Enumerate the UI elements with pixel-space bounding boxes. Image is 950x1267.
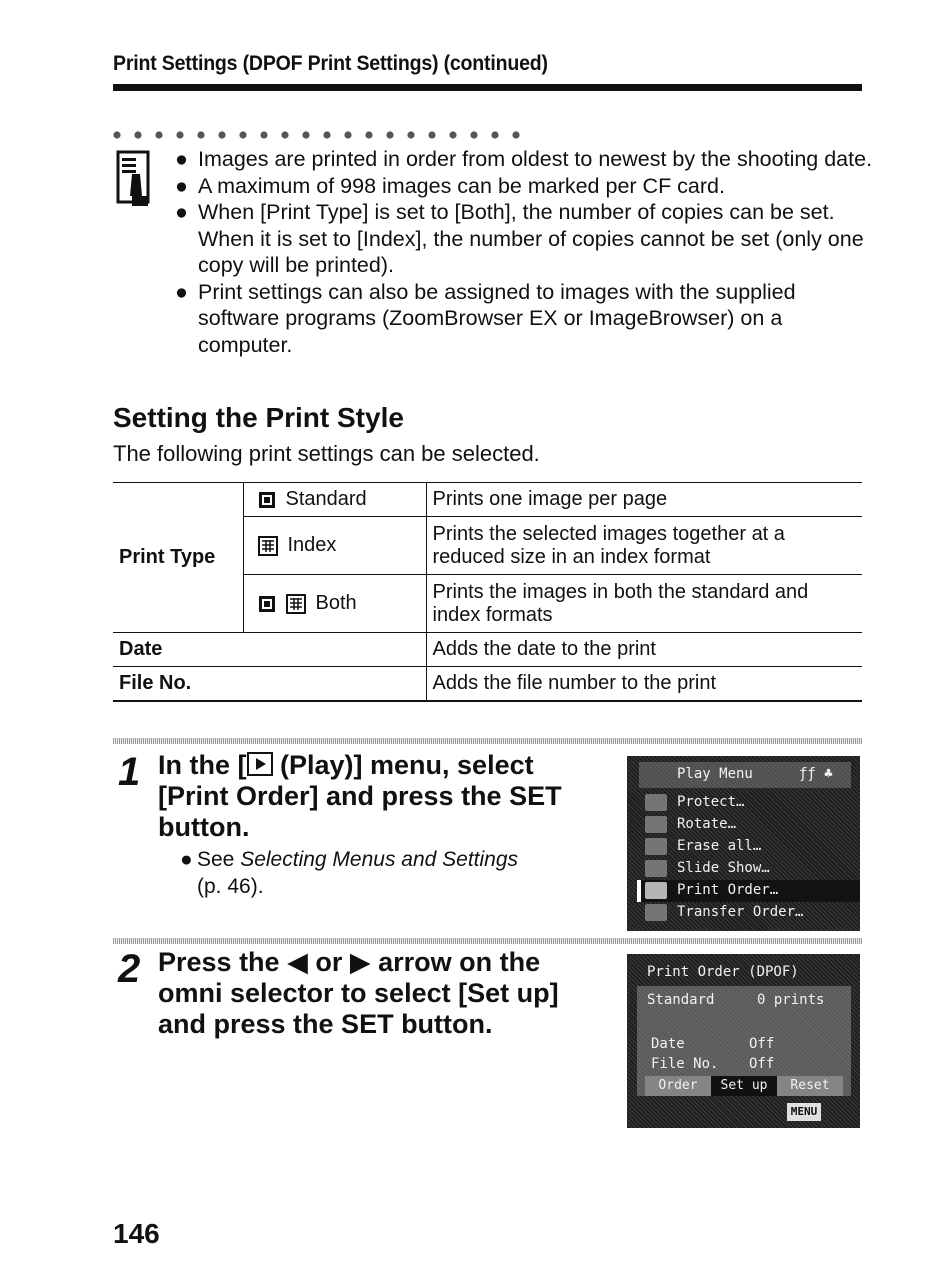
section-title: Setting the Print Style bbox=[113, 402, 404, 433]
standard-print-icon bbox=[258, 491, 276, 509]
divider-dot bbox=[155, 131, 162, 138]
menu-button-icon: MENU bbox=[787, 1103, 821, 1121]
divider-dot bbox=[512, 131, 519, 138]
divider-dot bbox=[470, 131, 477, 138]
print-order-screenshot bbox=[627, 954, 860, 1128]
screen-header-icons: ƒƒ ♣ bbox=[799, 766, 833, 782]
divider-dot bbox=[491, 131, 498, 138]
protect-icon bbox=[645, 794, 667, 811]
divider-dot bbox=[218, 131, 225, 138]
step-separator bbox=[113, 738, 862, 744]
menu-item: Rotate… bbox=[677, 816, 737, 832]
tab-reset: Reset bbox=[777, 1076, 843, 1096]
divider-dot bbox=[281, 131, 288, 138]
step-title: In the [ (Play)] menu, select [Print Order] and press the SET button. bbox=[158, 750, 562, 842]
standard-setting: Standard bbox=[647, 992, 715, 1008]
menu-item-selected: Print Order… bbox=[677, 882, 779, 898]
menu-item: Transfer Order… bbox=[677, 904, 804, 920]
step-number: 1 bbox=[118, 750, 141, 794]
table-row bbox=[113, 483, 862, 517]
step-separator bbox=[113, 938, 862, 944]
note-item: ● When [Print Type] is set to [Both], the number of copies can be set. When it is set to [Index], the number of copies cannot be set (only one copy will be printed). bbox=[175, 200, 864, 277]
screen-header: Print Order (DPOF) bbox=[647, 964, 799, 980]
notes-list bbox=[175, 146, 875, 358]
divider-dot bbox=[365, 131, 372, 138]
option-description: Prints the images in both the standard and index formats bbox=[426, 575, 862, 633]
slideshow-icon bbox=[645, 860, 667, 877]
divider-dot bbox=[323, 131, 330, 138]
menu-item: Protect… bbox=[677, 794, 745, 810]
header-rule bbox=[113, 84, 862, 91]
play-menu-screenshot bbox=[627, 756, 860, 931]
divider-dot bbox=[449, 131, 456, 138]
divider-dot bbox=[302, 131, 309, 138]
option-label: Both bbox=[315, 592, 357, 614]
fileno-label: File No. bbox=[113, 667, 426, 701]
section-intro: The following print settings can be selected. bbox=[113, 441, 540, 466]
fileno-description: Adds the file number to the print bbox=[426, 667, 862, 701]
tab-set-up: Set up bbox=[711, 1076, 777, 1096]
note-item: ● A maximum of 998 images can be marked per CF card. bbox=[175, 173, 725, 198]
divider-dot bbox=[428, 131, 435, 138]
option-label: Standard bbox=[285, 488, 367, 510]
step-title: Press the ◀ or ▶ arrow on the omni selector to select [Set up] and press the SET button. bbox=[158, 947, 559, 1039]
play-icon bbox=[247, 752, 273, 776]
step-number: 2 bbox=[118, 947, 141, 991]
date-setting: Date bbox=[651, 1036, 685, 1052]
rotate-icon bbox=[645, 816, 667, 833]
option-description: Prints the selected images together at a reduced size in an index format bbox=[426, 517, 862, 575]
dotted-divider bbox=[113, 130, 523, 140]
erase-icon bbox=[645, 838, 667, 855]
option-label: Index bbox=[287, 534, 337, 556]
fileno-value: Off bbox=[749, 1056, 775, 1072]
print-order-icon bbox=[645, 882, 667, 899]
standard-print-icon bbox=[258, 595, 276, 613]
divider-dot bbox=[386, 131, 393, 138]
print-type-label: Print Type bbox=[113, 483, 243, 633]
note-item: ● Images are printed in order from oldest to newest by the shooting date. bbox=[175, 147, 873, 171]
divider-dot bbox=[239, 131, 246, 138]
menu-item: Slide Show… bbox=[677, 860, 770, 876]
divider-dot bbox=[113, 131, 120, 138]
fileno-setting: File No. bbox=[651, 1056, 719, 1072]
note-icon bbox=[116, 150, 152, 208]
index-print-icon bbox=[258, 536, 278, 556]
divider-dot bbox=[134, 131, 141, 138]
divider-dot bbox=[344, 131, 351, 138]
print-settings-table bbox=[113, 482, 862, 702]
table-row bbox=[113, 633, 862, 667]
header-title: Print Settings (DPOF Print Settings) (continued) bbox=[113, 52, 548, 75]
prints-count: 0 prints bbox=[757, 992, 825, 1008]
date-label: Date bbox=[113, 633, 426, 667]
index-print-icon bbox=[286, 594, 306, 614]
transfer-icon bbox=[645, 904, 667, 921]
divider-dot bbox=[197, 131, 204, 138]
date-description: Adds the date to the print bbox=[426, 633, 862, 667]
page-number: 146 bbox=[113, 1218, 160, 1249]
table-row bbox=[113, 667, 862, 701]
divider-dot bbox=[260, 131, 267, 138]
step-note: ● See Selecting Menus and Settings (p. 46). bbox=[180, 848, 519, 898]
date-value: Off bbox=[749, 1036, 775, 1052]
screen-header: Play Menu bbox=[677, 766, 753, 782]
divider-dot bbox=[176, 131, 183, 138]
menu-item: Erase all… bbox=[677, 838, 762, 854]
option-description: Prints one image per page bbox=[426, 483, 862, 517]
divider-dot bbox=[407, 131, 414, 138]
tab-order: Order bbox=[645, 1076, 711, 1096]
note-item: ● Print settings can also be assigned to images with the supplied software programs (ZoomBrowser EX or ImageBrowser) on a computer. bbox=[175, 279, 796, 357]
